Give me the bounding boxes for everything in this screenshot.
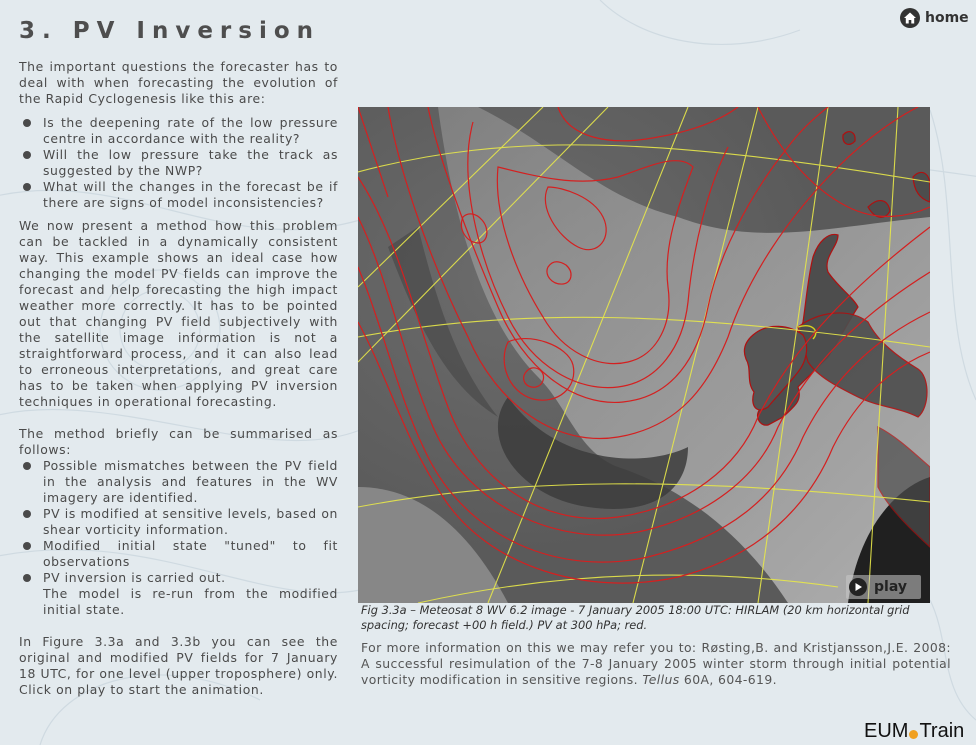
list-item: Possible mismatches between the PV field in the analysis and features in the WV imagery are identified. bbox=[19, 458, 338, 506]
home-label: home bbox=[925, 10, 969, 26]
reference-text: For more information on this we may refer you to: Røsting,B. and Kristjansson,J.E. 2008: A successful resimulation of the 7-8 January 2005 winter storm through initial potential vorticity modification in sensitive regions. bbox=[361, 640, 951, 687]
list-item: PV is modified at sensitive levels, based on shear vorticity information. bbox=[19, 506, 338, 538]
list-item: PV inversion is carried out. bbox=[19, 570, 338, 586]
logo-text-left: EUM bbox=[864, 719, 909, 742]
logo-text-right: Train bbox=[919, 719, 965, 742]
list-item: The model is re-run from the modified initial state. bbox=[43, 586, 338, 617]
list-item: What will the changes in the forecast be if there are signs of model inconsistencies? bbox=[19, 179, 338, 211]
play-button[interactable] bbox=[846, 575, 921, 599]
home-icon bbox=[900, 8, 920, 28]
summary-intro: The method briefly can be summarised as follows: bbox=[19, 426, 338, 457]
figure-caption: Fig 3.3a – Meteosat 8 WV 6.2 image - 7 January 2005 18:00 UTC: HIRLAM (20 km horizontal grid spacing; forecast +00 h field.) PV at 300 hPa; red. bbox=[361, 603, 910, 632]
steps-list bbox=[19, 458, 338, 618]
logo-dot-icon bbox=[909, 730, 918, 739]
play-label: play bbox=[874, 579, 907, 595]
text-column bbox=[19, 59, 338, 698]
figure-note: In Figure 3.3a and 3.3b you can see the original and modified PV fields for 7 January 18 UTC, for one level (upper troposphere) only. Click on play to start the animation. bbox=[19, 634, 338, 697]
list-item: Will the low pressure take the track as suggested by the NWP? bbox=[19, 147, 338, 179]
wv-image-with-pv-contours bbox=[358, 107, 930, 603]
method-paragraph: We now present a method how this problem can be tackled in a dynamically consistent way. This example shows an ideal case how changing the model PV fields can improve the forecast and help forecasting the high impact weather more correctly. It has to be pointed out that changing PV field subjectively with the satellite image information is not a straightforward process, and it can also lead to erroneous interpretations, and great care has to be taken when applying PV inversion techniques in operational forecasting. bbox=[19, 218, 338, 409]
list-item: Is the deepening rate of the low pressure centre in accordance with the reality? bbox=[19, 115, 338, 147]
page-title: 3. PV Inversion bbox=[19, 18, 321, 44]
satellite-image bbox=[358, 107, 930, 603]
eumetrain-logo bbox=[864, 720, 964, 742]
questions-list bbox=[19, 115, 338, 211]
intro-paragraph: The important questions the forecaster has to deal with when forecasting the evolution of the Rapid Cyclogenesis like this are: bbox=[19, 59, 338, 106]
home-button[interactable] bbox=[900, 8, 969, 28]
reference-tail: 60A, 604-619. bbox=[679, 672, 777, 687]
play-icon bbox=[849, 578, 867, 596]
list-item: Modified initial state "tuned" to fit observations bbox=[19, 538, 338, 570]
reference-paragraph bbox=[361, 640, 951, 688]
reference-journal: Tellus bbox=[642, 672, 680, 687]
